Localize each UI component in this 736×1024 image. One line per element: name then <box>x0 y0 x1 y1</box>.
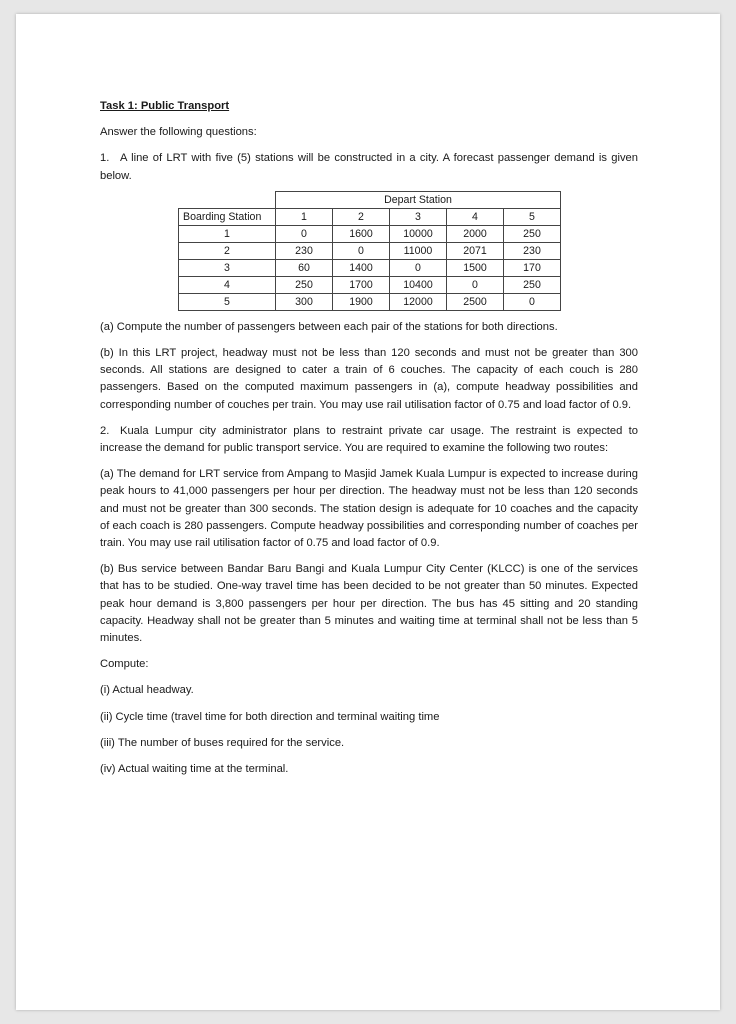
table-cell: 60 <box>276 259 333 276</box>
table-cell: 2500 <box>447 293 504 310</box>
question-2b: (b) Bus service between Bandar Baru Bangi and Kuala Lumpur City Center (KLCC) is one of the services that has to be studied. One-way travel time has been decided to be not greater than 50 minutes. Expected peak hour demand is 3,800 passengers per hour per direction. The bus has 45 sitting and 20 standing capacity. Headway shall not be greater than 5 minutes and waiting time at terminal shall not be less than 5 minutes. <box>100 563 638 645</box>
depart-station-header: Depart Station <box>276 191 561 208</box>
table-cell: 11000 <box>390 242 447 259</box>
task-title: Task 1: Public Transport <box>100 100 230 112</box>
compute-item-i: (i) Actual headway. <box>100 684 194 697</box>
row-header: 3 <box>179 259 276 276</box>
table-row <box>179 259 561 276</box>
table-cell: 10000 <box>390 225 447 242</box>
column-header: 5 <box>504 208 561 225</box>
question-2-text: Kuala Lumpur city administrator plans to restraint private car usage. The restraint is expected to increase the demand for public transport service. You are required to examine the following two routes: <box>100 424 638 455</box>
table-cell: 250 <box>276 276 333 293</box>
row-header: 1 <box>179 225 276 242</box>
compute-item-iv: (iv) Actual waiting time at the terminal. <box>100 763 289 776</box>
compute-item-iii: (iii) The number of buses required for the service. <box>100 736 345 749</box>
question-2 <box>100 423 638 457</box>
row-header: 2 <box>179 242 276 259</box>
table-cell: 2071 <box>447 242 504 259</box>
document-content <box>100 98 638 787</box>
table-cell: 10400 <box>390 276 447 293</box>
compute-item-ii: (ii) Cycle time (travel time for both direction and terminal waiting time <box>100 710 440 723</box>
table-cell: 1500 <box>447 259 504 276</box>
question-2a: (a) The demand for LRT service from Ampang to Masjid Jamek Kuala Lumpur is expected to increase during peak hours to 41,000 passengers per hour per direction. The headway must not be less than 120 seconds and must not be greater than 300 seconds. The station design is adequate for 10 coaches and the capacity of each coach is 280 passengers. Compute headway possibilities and corresponding number of coaches per train. You may use rail utilisation factor of 0.75 and load factor of 0.9. <box>100 468 638 550</box>
table-cell: 1400 <box>333 259 390 276</box>
question-1a: (a) Compute the number of passengers between each pair of the stations for both directions. <box>100 320 558 333</box>
table-row <box>179 242 561 259</box>
table-cell: 300 <box>276 293 333 310</box>
table-cell: 170 <box>504 259 561 276</box>
table-row <box>179 293 561 310</box>
table-row <box>179 276 561 293</box>
question-1 <box>100 150 638 184</box>
intro-text: Answer the following questions: <box>100 126 257 139</box>
column-header: 1 <box>276 208 333 225</box>
row-header: 4 <box>179 276 276 293</box>
table-cell: 250 <box>504 225 561 242</box>
question-1-text: A line of LRT with five (5) stations will be constructed in a city. A forecast passenger demand is given below. <box>100 152 638 182</box>
table-cell: 0 <box>390 259 447 276</box>
column-header: 3 <box>390 208 447 225</box>
question-1b: (b) In this LRT project, headway must not be less than 120 seconds and must not be greater than 300 seconds. All stations are designed to cater a train of 6 couches. The capacity of each couch is 280 passengers. Based on the computed maximum passengers in (a), compute headway possibilities and corresponding number of couches per train. You may use rail utilisation factor of 0.75 and load factor of 0.9. <box>100 347 638 411</box>
table-cell: 12000 <box>390 293 447 310</box>
document-page <box>16 14 720 1010</box>
table-cell: 250 <box>504 276 561 293</box>
table-cell: 0 <box>333 242 390 259</box>
passenger-demand-table <box>178 191 561 311</box>
table-cell: 230 <box>276 242 333 259</box>
question-1-number: 1. <box>100 152 110 165</box>
question-2-number: 2. <box>100 424 110 437</box>
column-header: 2 <box>333 208 390 225</box>
table-row <box>179 225 561 242</box>
table-cell: 0 <box>504 293 561 310</box>
table-cell: 230 <box>504 242 561 259</box>
boarding-station-header: Boarding Station <box>179 208 276 225</box>
row-header: 5 <box>179 293 276 310</box>
table-cell: 2000 <box>447 225 504 242</box>
compute-label: Compute: <box>100 658 149 671</box>
table-cell: 0 <box>447 276 504 293</box>
table-cell: 1900 <box>333 293 390 310</box>
table-cell: 1700 <box>333 276 390 293</box>
column-header: 4 <box>447 208 504 225</box>
table-cell: 0 <box>276 225 333 242</box>
table-cell: 1600 <box>333 225 390 242</box>
